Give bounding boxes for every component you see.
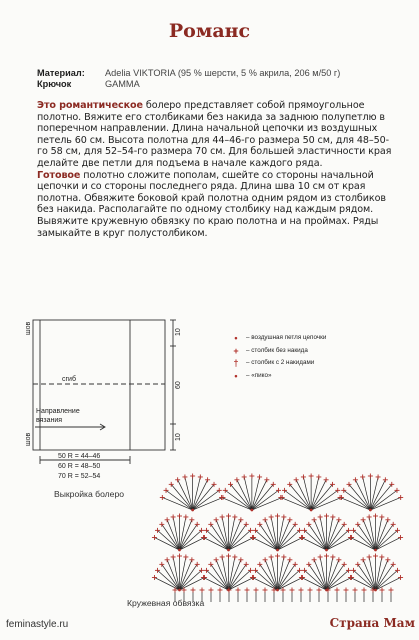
dim-side-top: 10 — [175, 328, 182, 336]
source-watermark-left: feminastyle.ru — [6, 619, 69, 630]
hook-value: GAMMA — [105, 79, 140, 89]
lace-caption: Кружевная обвязка — [127, 598, 205, 608]
size-3: 70 R = 52–54 — [58, 473, 101, 480]
single-crochet-icon: + — [233, 345, 239, 356]
paragraph-2-text: полотно сложите пополам, сшейте со стороны начальной цепочки и со стороны последнего ряда. Длина шва 10 см от края полотна. Обвяжите боковой край полотна одним рядом из столбиков без накида. Располагайте по одному столбику над каждым рядом. Вывяжите кружевную обвязку по краю полотна и на проймах. Ряды замыкайте в круг полустолбиком. — [37, 169, 386, 239]
dim-side-mid: 60 — [175, 381, 182, 389]
legend-item: • – «пико» — [226, 370, 326, 383]
legend-item: • – воздушная петля цепочки — [226, 332, 326, 345]
legend-item: + – столбик без накида — [226, 345, 326, 358]
picot-icon: • — [234, 370, 238, 381]
material-label: Материал: — [37, 68, 85, 78]
seam-label-bottom: шов — [25, 432, 32, 446]
legend-item: † – столбик с 2 накидами — [226, 357, 326, 370]
material-value: Adelia VIKTORIA (95 % шерсти, 5 % акрила, 206 м/50 г) — [105, 68, 341, 78]
symbol-legend — [226, 332, 326, 382]
lace-chart — [152, 474, 403, 603]
dim-side-bot: 10 — [175, 433, 182, 441]
hook-label: Крючок — [37, 79, 72, 89]
seam-label-top: шов — [25, 321, 32, 335]
double-treble-icon: † — [233, 358, 239, 368]
pattern-caption: Выкройка болеро — [54, 489, 125, 499]
chain-stitch-icon: • — [234, 333, 238, 343]
direction-label-1: Направление — [36, 408, 80, 415]
pattern-outline — [33, 320, 165, 450]
fold-label: сгиб — [62, 376, 76, 383]
paragraph-1-text: болеро представляет собой прямоугольное полотно. Вяжите его столбиками без накида за заднюю полупетлю в поперечном направлении. Длина начальной цепочки из воздушных петель 60 см. Высота полотна для 44–46-го размера 50 см, для 48–50-го 58 см, для 52–54-го размера 70 см. Для большей эластичности края делайте две петли для подъема в начале каждого ряда. — [37, 100, 392, 169]
size-2: 60 R = 48–50 — [58, 463, 101, 470]
direction-label-2: вязания — [36, 417, 63, 424]
paragraph-2-lead: Готовое — [37, 169, 81, 181]
size-1: 50 R = 44–46 — [58, 453, 101, 460]
paragraph-1-lead: Это романтическое — [37, 100, 143, 111]
source-watermark-right: Страна Мам — [329, 616, 415, 630]
page-title: Романс — [168, 20, 251, 42]
